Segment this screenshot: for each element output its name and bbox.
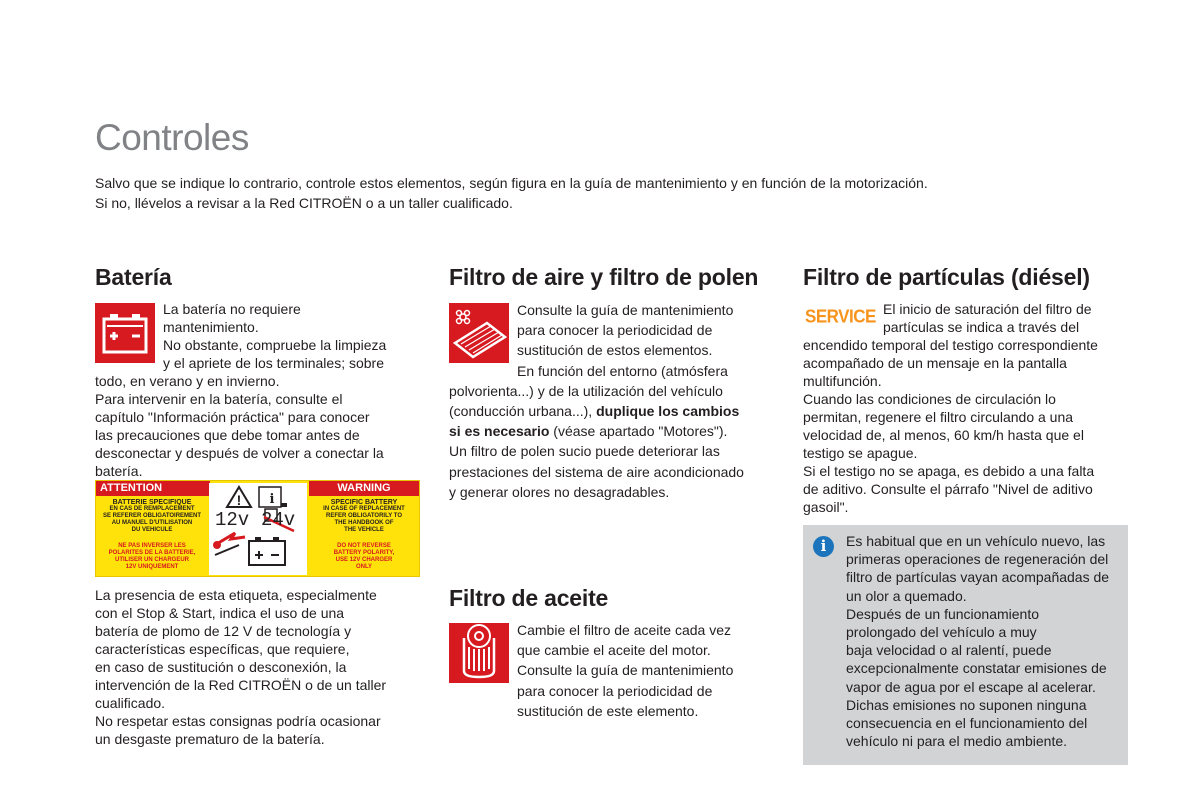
- text-line: cualificado.: [95, 695, 166, 711]
- text-line: Para intervenir en la batería, consulte el: [95, 391, 343, 407]
- svg-text:i: i: [269, 492, 275, 507]
- filtro-particulas-heading: Filtro de partículas (diésel): [803, 264, 1090, 290]
- text-line: capítulo "Información práctica" para conocer: [95, 409, 370, 425]
- text-line: En función del entorno (atmósfera: [517, 362, 728, 379]
- label-attention: ATTENTION: [96, 481, 210, 496]
- text-line: todo, en verano y en invierno.: [95, 373, 280, 389]
- label-left-bottom: NE PAS INVERSER LES POLARITES DE LA BATTERIE, UTILISER UN CHARGEUR 12V UNIQUEMENT: [108, 543, 196, 570]
- intro-line: Si no, llévelos a revisar a la Red CITROËN o a un taller cualificado.: [95, 195, 513, 211]
- text-line: con el Stop & Start, indica el uso de una: [95, 605, 345, 621]
- text-line: gasoil".: [803, 499, 849, 515]
- text-line: batería de plomo de 12 V de tecnología y: [95, 623, 352, 639]
- label-center-pictograms: [209, 483, 307, 575]
- label-24v: 24v: [261, 509, 296, 531]
- text-line: y generar olores no desagradables.: [449, 483, 670, 500]
- text-line: si es necesario (véase apartado "Motores").: [449, 423, 728, 440]
- label-left-top: BATTERIE SPECIFIQUE EN CAS DE REMPLACEMENT SE REFERER OBLIGATOIREMENT AU MANUEL D'UTILISATION DU VEHICULE: [102, 499, 202, 533]
- info-note-text: Es habitual que en un vehículo nuevo, las primeras operaciones de regeneración del filtro de partículas vayan acompañadas de un olor a quemado. Después de un funcionamiento prolongado del vehículo a muy baja velocidad o al ralentí, puede excepcionalmente constatar emisiones de vapor de agua por el escape al acelerar. Dichas emisiones no suponen ninguna consecuencia en el funcionamiento del vehículo ni para el medio ambiente.: [846, 533, 1110, 750]
- text-line: características específicas, que requiere,: [95, 641, 350, 657]
- text-line: intervención de la Red CITROËN o de un taller: [95, 677, 387, 693]
- text-line: desconectar y después de volver a conectar la: [95, 445, 384, 461]
- text-line: sustitución de este elemento.: [517, 702, 699, 719]
- label-12v: 12v: [215, 509, 250, 531]
- text-line: que cambie el aceite del motor.: [517, 642, 711, 659]
- text-line: encendido temporal del testigo correspondiente: [803, 337, 1098, 353]
- text-line: multifunción.: [803, 373, 882, 389]
- intro-line: Salvo que se indique lo contrario, controle estos elementos, según figura en la guía de mantenimiento y en función de la motorización.: [95, 175, 928, 191]
- text-line: Cuando las condiciones de circulación lo: [803, 391, 1056, 407]
- text-line: permitan, regenere el filtro circulando a una: [803, 409, 1074, 425]
- text-line: partículas se indica a través del: [883, 319, 1080, 335]
- svg-text:!: !: [236, 492, 242, 508]
- text-line: El inicio de saturación del filtro de: [883, 301, 1092, 317]
- text-line: testigo se apague.: [803, 445, 918, 461]
- filtro-aire-text: [449, 300, 744, 502]
- text-line: polvorienta...) y de la utilización del vehículo: [449, 382, 723, 399]
- text-line: prestaciones del sistema de aire acondicionado: [449, 463, 744, 480]
- text-line: La presencia de esta etiqueta, especialmente: [95, 587, 377, 603]
- text-line: Un filtro de polen sucio puede deteriorar las: [449, 443, 720, 460]
- text-line: las precauciones que debe tomar antes de: [95, 427, 360, 443]
- info-note-box: [803, 525, 1128, 765]
- battery-warning-label: [95, 480, 420, 577]
- info-icon: i: [813, 536, 834, 557]
- filtro-aceite-text: [449, 620, 733, 721]
- text-line: velocidad de, al menos, 60 km/h hasta que el: [803, 427, 1084, 443]
- service-warning-icon: SERVICE: [805, 305, 876, 327]
- label-right-bottom: DO NOT REVERSE BATTERY POLARITY, USE 12V CHARGER ONLY: [333, 543, 395, 570]
- bateria-text-2: [95, 586, 386, 748]
- text-line: Consulte la guía de mantenimiento: [517, 302, 734, 318]
- text-line: batería.: [95, 463, 143, 479]
- filtro-aceite-heading: Filtro de aceite: [449, 585, 609, 611]
- intro-text: [95, 173, 928, 213]
- label-warning: WARNING: [309, 481, 419, 496]
- text-line: Consulte la guía de mantenimiento: [517, 662, 734, 679]
- text-line: mantenimiento.: [163, 319, 259, 335]
- filtro-particulas-text: [803, 300, 1098, 516]
- text-line: un desgaste prematuro de la batería.: [95, 731, 325, 747]
- text-line: La batería no requiere: [163, 301, 301, 317]
- text-line: para conocer la periodicidad de: [517, 322, 713, 339]
- text-line: en caso de sustitución o desconexión, la: [95, 659, 347, 675]
- bateria-text: [95, 300, 386, 480]
- page-title: Controles: [95, 117, 249, 158]
- text-line: No obstante, compruebe la limpieza: [163, 337, 387, 353]
- label-right-top: SPECIFIC BATTERY IN CASE OF REPLACEMENT REFER OBLIGATORILY TO THE HANDBOOK OF THE VEHICLE: [323, 499, 405, 533]
- text-line: para conocer la periodicidad de: [517, 682, 713, 699]
- text-line: No respetar estas consignas podría ocasionar: [95, 713, 381, 729]
- text-line: sustitución de estos elementos.: [517, 342, 713, 359]
- text-line: de aditivo. Consulte el párrafo "Nivel de aditivo: [803, 481, 1093, 497]
- filtro-aire-heading: Filtro de aire y filtro de polen: [449, 264, 759, 290]
- text-line: Si el testigo no se apaga, es debido a una falta: [803, 463, 1095, 479]
- text-line: acompañado de un mensaje en la pantalla: [803, 355, 1067, 371]
- bateria-heading: Batería: [95, 264, 172, 290]
- text-line: (conducción urbana...), duplique los cambios: [449, 403, 740, 420]
- text-line: Cambie el filtro de aceite cada vez: [517, 622, 731, 638]
- text-line: y el apriete de los terminales; sobre: [163, 355, 384, 371]
